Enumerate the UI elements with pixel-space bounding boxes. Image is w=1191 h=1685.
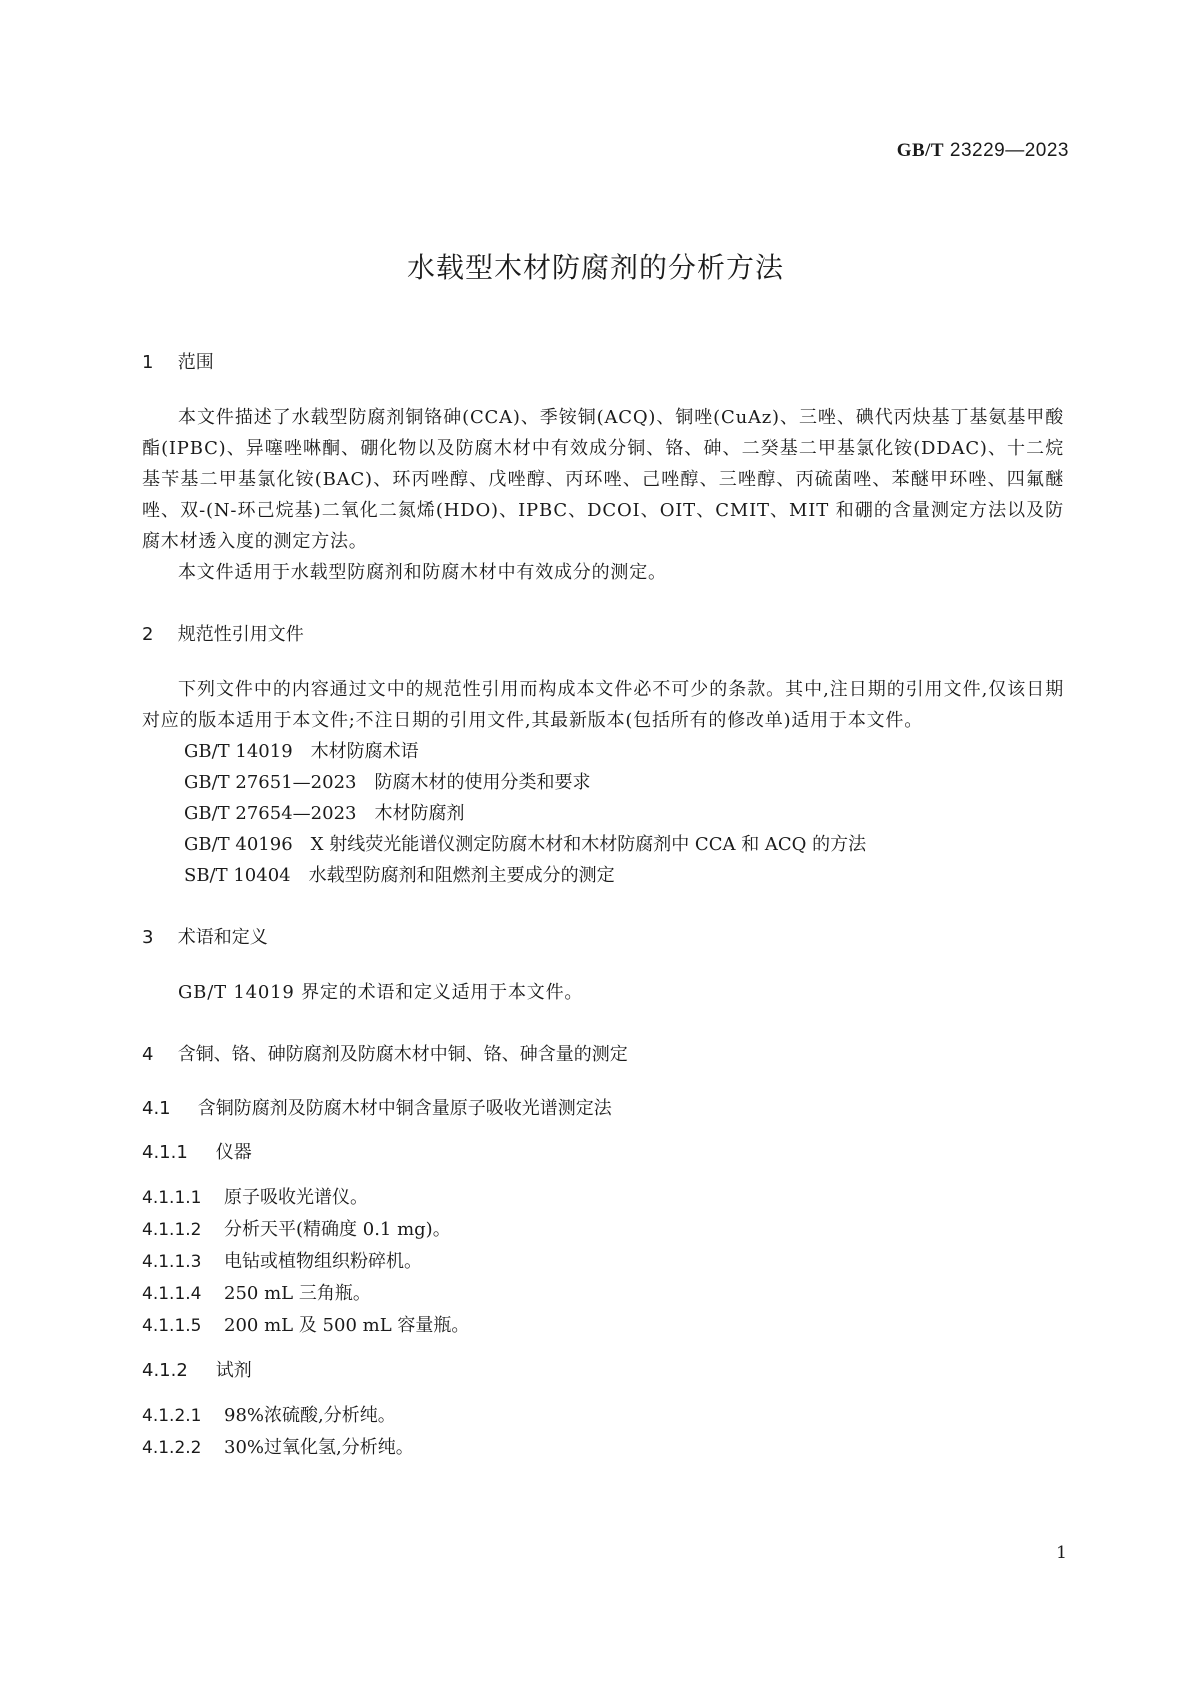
reference-code: GB/T 14019 (184, 741, 293, 762)
section-4-1-heading (142, 1094, 1064, 1124)
reference-title: 木材防腐剂 (374, 803, 465, 824)
standard-prefix: GB/T (896, 140, 945, 161)
section-title: 仪器 (215, 1142, 252, 1163)
reference-item (142, 767, 1064, 798)
section-title: 规范性引用文件 (177, 624, 304, 645)
clause-number: 4.1.1.3 (142, 1252, 202, 1272)
section-2-heading (142, 620, 1064, 650)
reference-item (142, 860, 1064, 891)
section-1-heading (142, 348, 1064, 378)
section-title: 含铜防腐剂及防腐木材中铜含量原子吸收光谱测定法 (197, 1098, 612, 1119)
clause-text: 98%浓硫酸,分析纯。 (224, 1405, 396, 1426)
clause-text: 200 mL 及 500 mL 容量瓶。 (224, 1315, 470, 1336)
section-number: 4.1.1 (142, 1142, 188, 1163)
clause-text: 电钻或植物组织粉碎机。 (224, 1251, 422, 1272)
clause-text: 30%过氧化氢,分析纯。 (224, 1437, 414, 1458)
clause-item (142, 1400, 1064, 1432)
clause-item (142, 1246, 1064, 1278)
clause-item (142, 1432, 1064, 1464)
section-number: 3 (142, 927, 154, 948)
reference-title: X 射线荧光能谱仪测定防腐木材和木材防腐剂中 CCA 和 ACQ 的方法 (310, 834, 867, 855)
reference-item (142, 829, 1064, 860)
reference-code: GB/T 27654—2023 (184, 803, 357, 824)
clause-number: 4.1.2.1 (142, 1406, 202, 1426)
scope-paragraph-1: 本文件描述了水载型防腐剂铜铬砷(CCA)、季铵铜(ACQ)、铜唑(CuAz)、三唑、碘代丙炔基丁基氨基甲酸酯(IPBC)、异噻唑啉酮、硼化物以及防腐木材中有效成分铜、铬、砷、二癸基二甲基氯化铵(DDAC)、十二烷基苄基二甲基氯化铵(BAC)、环丙唑醇、戊唑醇、丙环唑、己唑醇、三唑醇、丙硫菌唑、苯醚甲环唑、四氟醚唑、双-(N-环己烷基)二氧化二氮烯(HDO)、IPBC、DCOI、OIT、CMIT、MIT 和硼的含量测定方法以及防腐木材透入度的测定方法。 (142, 407, 1064, 552)
standard-number: 23229—2023 (949, 140, 1069, 161)
clause-number: 4.1.2.2 (142, 1438, 202, 1458)
clause-number: 4.1.1.2 (142, 1220, 202, 1240)
clause-item (142, 1182, 1064, 1214)
normative-references-intro: 下列文件中的内容通过文中的规范性引用而构成本文件必不可少的条款。其中,注日期的引用文件,仅该日期对应的版本适用于本文件;不注日期的引用文件,其最新版本(包括所有的修改单)适用于本文件。 (142, 679, 1064, 731)
clause-item (142, 1214, 1064, 1246)
terms-paragraph: GB/T 14019 界定的术语和定义适用于本文件。 (178, 982, 584, 1003)
section-number: 2 (142, 624, 154, 645)
document-body (142, 348, 1064, 1464)
section-4-1-1-heading (142, 1138, 1064, 1168)
clause-number: 4.1.1.1 (142, 1188, 202, 1208)
scope-paragraph-2: 本文件适用于水载型防腐剂和防腐木材中有效成分的测定。 (178, 562, 667, 583)
section-4-heading (142, 1040, 1064, 1070)
clause-item (142, 1310, 1064, 1342)
section-4-1-2-heading (142, 1356, 1064, 1386)
section-title: 范围 (177, 352, 214, 373)
clause-number: 4.1.1.4 (142, 1284, 202, 1304)
page-number: 1 (1056, 1543, 1067, 1563)
section-number: 1 (142, 352, 154, 373)
section-number: 4 (142, 1044, 154, 1065)
section-3-heading (142, 923, 1064, 953)
reference-code: GB/T 40196 (184, 834, 293, 855)
section-title: 含铜、铬、砷防腐剂及防腐木材中铜、铬、砷含量的测定 (177, 1044, 628, 1065)
reference-item (142, 736, 1064, 767)
reference-code: SB/T 10404 (184, 865, 291, 886)
clause-text: 原子吸收光谱仪。 (224, 1187, 368, 1208)
section-number: 4.1 (142, 1098, 171, 1119)
reference-title: 水载型防腐剂和阻燃剂主要成分的测定 (308, 865, 615, 886)
reference-title: 木材防腐术语 (310, 741, 419, 762)
section-title: 术语和定义 (177, 927, 268, 948)
reference-item (142, 798, 1064, 829)
section-number: 4.1.2 (142, 1360, 188, 1381)
clause-text: 250 mL 三角瓶。 (224, 1283, 371, 1304)
clause-number: 4.1.1.5 (142, 1316, 202, 1336)
clause-item (142, 1278, 1064, 1310)
standard-code (897, 140, 1069, 162)
reference-title: 防腐木材的使用分类和要求 (374, 772, 591, 793)
clause-text: 分析天平(精确度 0.1 mg)。 (224, 1219, 451, 1240)
section-title: 试剂 (215, 1360, 252, 1381)
document-title: 水载型木材防腐剂的分析方法 (406, 251, 784, 284)
reference-code: GB/T 27651—2023 (184, 772, 357, 793)
